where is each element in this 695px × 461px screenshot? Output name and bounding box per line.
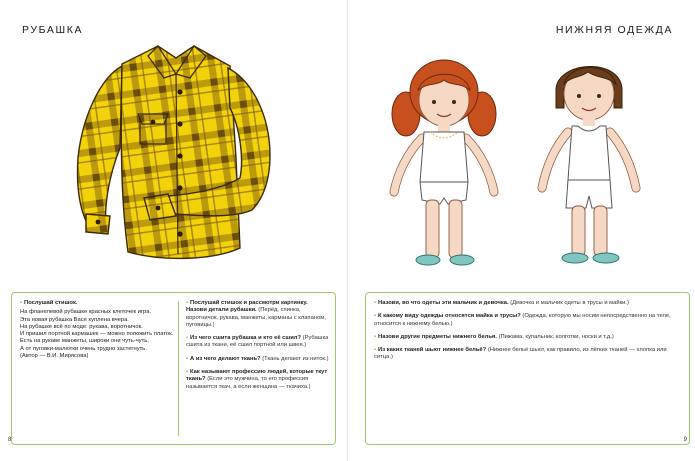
left-page (0, 0, 347, 461)
poem-line: А от пуговки-малютки очень трудно застегнуть. (20, 345, 147, 352)
question-item: • Из чего сшита рубашка и кто её сшил? (Рубашка сшита из ткани, её сшил портной или швея.) (186, 335, 329, 349)
poem-line: Эта новая рубашка Васе куплена вчера. (20, 316, 129, 323)
column-divider (178, 301, 179, 436)
bullet-icon: • (186, 355, 189, 362)
bullet-icon: • (186, 335, 189, 342)
poem-line: На фланелевой рубашке красных клеточек игра. (20, 309, 152, 316)
poem-line: Есть на рукаве манжеты, широки они чуть-чуть, (20, 338, 149, 345)
poem-column (20, 300, 174, 360)
girl-in-underwear-illustration-icon (384, 52, 504, 272)
poem-line: На рубашке всё по моде: рукава, воротничок. (20, 323, 143, 330)
question-item: • А из чего делают ткань? (Ткань делают из ниток.) (186, 355, 329, 362)
questions-column-right (374, 300, 680, 368)
info-box-right (365, 292, 690, 445)
page-number-right: 9 (683, 437, 687, 443)
bullet-icon: • (374, 333, 377, 340)
page-title-shirt: РУБАШКА (22, 24, 84, 36)
question-item: • Назови другие предметы нижнего белья. (Пижама, купальник, колготки, носки и т.д.) (374, 333, 614, 340)
right-page (348, 0, 695, 461)
question-item: • К какому виду одежды относятся майка и трусы? (Одежда, которую мы носим непосредственно на теле, относится к нижнему белью.) (374, 313, 671, 327)
plaid-shirt-illustration-icon (64, 38, 284, 270)
page-title-underwear: НИЖНЯЯ ОДЕЖДА (555, 24, 673, 36)
bullet-icon: • (374, 313, 377, 320)
question-item: • Из каких тканей шьют нижнее бельё? (Нижнее бельё шьют, как правило, из лёгких тканей — хлопка или ситца.) (374, 347, 667, 361)
poem-author: (Автор — В.И. Мирясова) (20, 353, 89, 360)
question-item: • Послушай стишок и рассмотри картинку. Назови детали рубашки. (Перёд, спинка, воротничок, рукава, манжеты, карманы с клапаном, пуговицы.) (186, 300, 326, 328)
boy-in-underwear-illustration-icon (528, 48, 650, 270)
bullet-icon: • (186, 300, 189, 306)
poem-line: И пришил портной кармашек — можно положить платок. (20, 331, 174, 338)
bullet-icon: • (374, 347, 377, 354)
bullet-icon: • (20, 300, 23, 306)
bullet-icon: • (374, 300, 377, 306)
questions-column-left (186, 300, 330, 397)
poem-heading: • Послушай стишок. (20, 300, 78, 306)
question-item: • Назови, во что одеты эти мальчик и девочка. (Девочка и мальчик одеты в трусы и майки.) (374, 300, 629, 306)
page-number-left: 8 (8, 437, 12, 443)
info-box-left (11, 292, 336, 445)
bullet-icon: • (186, 369, 189, 376)
question-item: • Как называют профессию людей, которые ткут ткань? (Если это мужчина, то его профессия называется ткач, а если женщина — ткачиха.) (186, 369, 328, 390)
